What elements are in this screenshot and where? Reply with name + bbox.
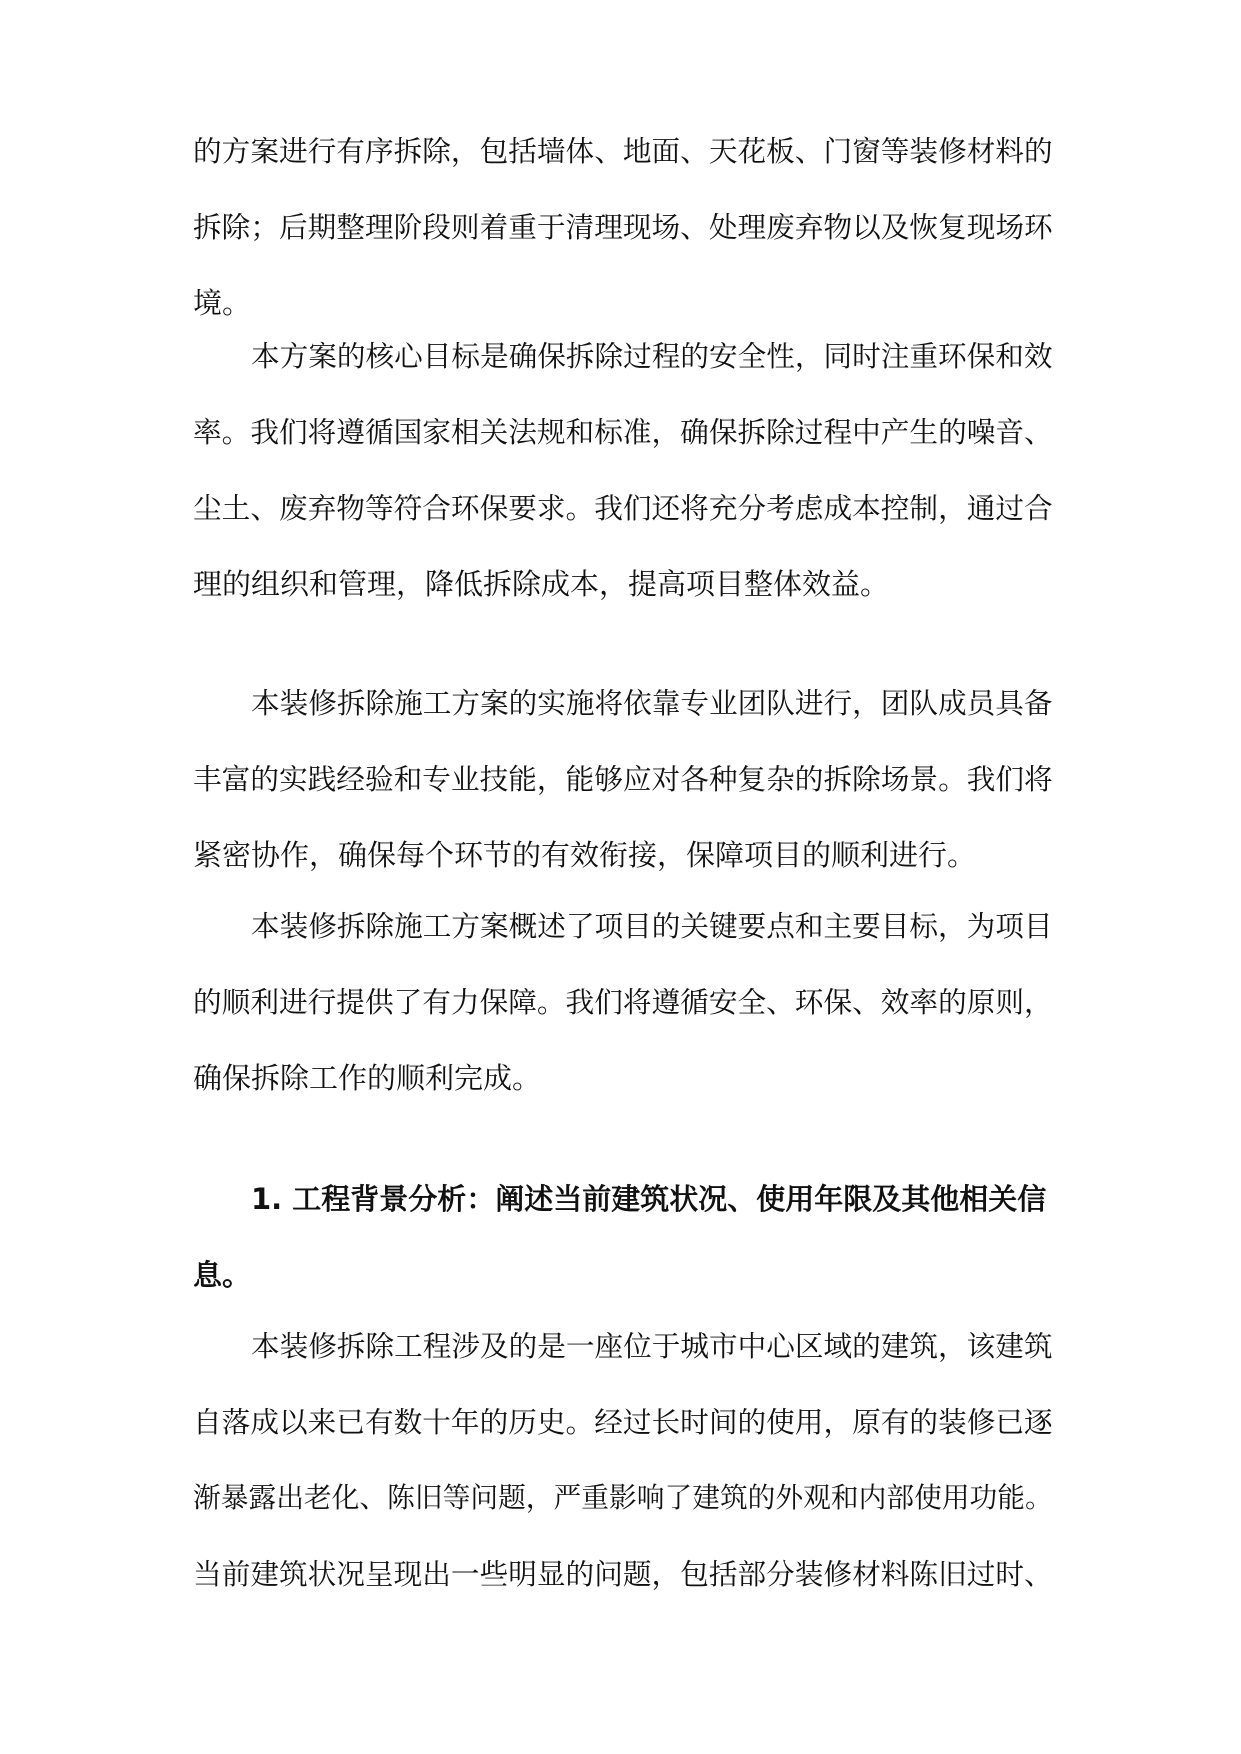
- text-line: 境。: [193, 286, 252, 320]
- text-line: 丰富的实践经验和专业技能，能够应对各种复杂的拆除场景。我们将: [193, 762, 1053, 796]
- text-line: 的方案进行有序拆除，包括墙体、地面、天花板、门窗等装修材料的: [193, 134, 1053, 168]
- paragraph-summary: [193, 888, 1053, 1116]
- paragraph-phase-description: [193, 113, 1053, 341]
- section-heading: [193, 1161, 1053, 1313]
- paragraph-core-objectives: [193, 318, 1053, 622]
- text-line: 本装修拆除工程涉及的是一座位于城市中心区域的建筑，该建筑: [251, 1329, 1053, 1363]
- text-line: 自落成以来已有数十年的历史。经过长时间的使用，原有的装修已逐: [193, 1405, 1053, 1439]
- text-line: 理的组织和管理，降低拆除成本，提高项目整体效益。: [193, 567, 890, 601]
- text-line: 本方案的核心目标是确保拆除过程的安全性，同时注重环保和效: [251, 339, 1053, 373]
- heading-line: 息。: [193, 1258, 252, 1292]
- text-line: 本装修拆除施工方案的实施将依靠专业团队进行，团队成员具备: [251, 686, 1053, 720]
- text-line: 率。我们将遵循国家相关法规和标准，确保拆除过程中产生的噪音、: [193, 415, 1053, 449]
- text-line: 确保拆除工作的顺利完成。: [193, 1061, 542, 1095]
- paragraph-team: [193, 665, 1053, 893]
- paragraph-background: [193, 1308, 1053, 1612]
- text-line: 本装修拆除施工方案概述了项目的关键要点和主要目标，为项目: [251, 909, 1053, 943]
- text-line: 渐暴露出老化、陈旧等问题，严重影响了建筑的外观和内部使用功能。: [193, 1481, 1053, 1514]
- text-line: 尘土、废弃物等符合环保要求。我们还将充分考虑成本控制，通过合: [193, 491, 1053, 525]
- text-line: 当前建筑状况呈现出一些明显的问题，包括部分装修材料陈旧过时、: [193, 1557, 1053, 1591]
- text-line: 紧密协作，确保每个环节的有效衔接，保障项目的顺利进行。: [193, 838, 977, 872]
- text-line: 的顺利进行提供了有力保障。我们将遵循安全、环保、效率的原则，: [193, 985, 1053, 1019]
- text-line: 拆除；后期整理阶段则着重于清理现场、处理废弃物以及恢复现场环: [193, 210, 1053, 244]
- heading-line: 1. 工程背景分析：阐述当前建筑状况、使用年限及其他相关信: [251, 1182, 1047, 1216]
